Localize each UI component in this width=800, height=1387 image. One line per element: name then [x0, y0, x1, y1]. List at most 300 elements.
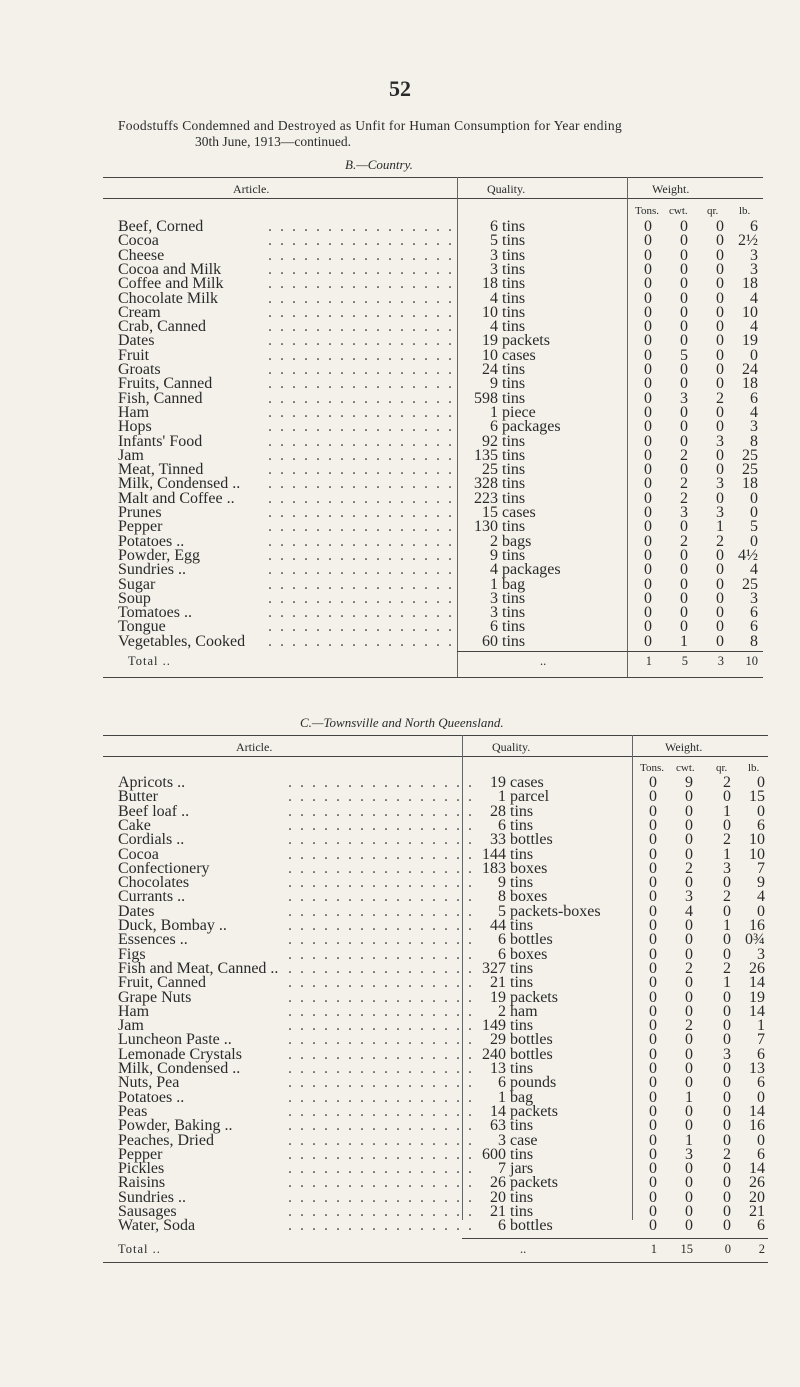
article-cell: Tongue [118, 618, 166, 636]
weight-tons: 0 [644, 589, 652, 607]
weight-qr: 2 [723, 888, 731, 906]
weight-qr: 0 [723, 816, 731, 834]
weight-cwt: 3 [680, 389, 688, 407]
weight-lb: 16 [749, 917, 765, 934]
weight-lb: 25 [742, 575, 758, 593]
weight-cwt: 0 [685, 1102, 693, 1120]
weight-cwt: 2 [680, 475, 688, 493]
section-c-total-label: Total .. [118, 1242, 161, 1256]
leader-dots: . . . . . . . . . . . . . . . . [268, 303, 454, 321]
weight-qr: 0 [723, 874, 731, 892]
leader-dots: . . . . . . . . . . . . . . . . [268, 632, 454, 650]
section-c-total-rule [462, 1238, 768, 1239]
weight-tons: 0 [644, 418, 652, 436]
weight-lb: 4 [750, 289, 758, 307]
quantity-number: 20 [490, 1188, 506, 1206]
quantity-unit: tins [502, 303, 526, 321]
article-cell: Peaches, Dried [118, 1131, 214, 1149]
quantity-unit: packages [502, 561, 561, 579]
unit-tons: Tons. [635, 205, 659, 217]
leader-dots: . . . . . . . . . . . . . . . . [268, 432, 454, 450]
quantity-number: 6 [498, 931, 506, 949]
weight-lb: 3 [750, 418, 758, 436]
weight-lb: 8 [750, 632, 758, 650]
quantity-number: 6 [498, 945, 506, 963]
weight-cwt: 0 [685, 974, 693, 992]
unit-tons: Tons. [640, 762, 664, 774]
weight-lb: 3 [750, 260, 758, 278]
quantity-number: 13 [490, 1060, 506, 1077]
unit-qr: qr. [716, 762, 728, 774]
quantity-unit: bottles [510, 1045, 553, 1063]
leader-dots: . . . . . . . . . . . . . . . . [288, 874, 474, 892]
quantity-unit: piece [502, 403, 536, 421]
quantity-unit: packets [510, 1102, 558, 1120]
quantity-number: 3 [490, 589, 498, 607]
leader-dots: . . . . . . . . . . . . . . . . [268, 289, 454, 307]
leader-dots: . . . . . . . . . . . . . . . . [288, 931, 474, 949]
quantity-number: 130 [474, 518, 498, 536]
quantity-unit: tins [502, 361, 526, 378]
total-tons: 1 [650, 1242, 657, 1256]
quantity-number: 6 [490, 618, 498, 636]
quantity-number: 19 [490, 774, 506, 791]
weight-lb: 6 [757, 1145, 765, 1163]
weight-cwt: 0 [685, 1031, 693, 1049]
weight-qr: 0 [723, 902, 731, 920]
weight-tons: 0 [649, 859, 657, 877]
leader-dots: . . . . . . . . . . . . . . . . [288, 988, 474, 1006]
leader-dots: . . . . . . . . . . . . . . . . [288, 774, 474, 791]
weight-cwt: 2 [685, 959, 693, 977]
weight-qr: 1 [723, 802, 731, 820]
weight-cwt: 0 [680, 318, 688, 336]
weight-qr: 3 [723, 1045, 731, 1063]
weight-cwt: 0 [680, 432, 688, 450]
section-b-bottom-rule [103, 677, 763, 678]
quantity-unit: cases [510, 774, 544, 791]
quantity-number: 19 [482, 332, 498, 350]
weight-tons: 0 [649, 1017, 657, 1035]
section-b-weight-header: Weight. [652, 182, 690, 196]
leader-dots: . . . . . . . . . . . . . . . . [268, 246, 454, 264]
weight-cwt: 0 [680, 332, 688, 350]
weight-lb: 0 [757, 774, 765, 791]
weight-lb: 7 [757, 859, 765, 877]
quantity-unit: tins [510, 959, 534, 977]
quantity-unit: tins [502, 375, 526, 393]
weight-tons: 0 [649, 1045, 657, 1063]
weight-lb: 0 [750, 532, 758, 550]
quantity-unit: tins [510, 917, 534, 934]
weight-qr: 0 [716, 332, 724, 350]
total-qr: 3 [717, 654, 724, 668]
weight-qr: 0 [716, 260, 724, 278]
weight-cwt: 0 [680, 275, 688, 293]
leader-dots: . . . . . . . . . . . . . . . . [288, 1145, 474, 1163]
quantity-number: 149 [482, 1017, 506, 1035]
weight-tons: 0 [644, 289, 652, 307]
quantity-number: 135 [474, 446, 498, 464]
weight-tons: 0 [649, 874, 657, 892]
weight-cwt: 3 [685, 888, 693, 906]
quantity-unit: parcel [510, 788, 550, 806]
section-c-title: C.—Townsville and North Queensland. [300, 715, 504, 730]
weight-tons: 0 [649, 1088, 657, 1106]
quantity-number: 60 [482, 632, 498, 650]
weight-qr: 0 [716, 289, 724, 307]
weight-tons: 0 [649, 959, 657, 977]
weight-cwt: 0 [685, 816, 693, 834]
quantity-number: 6 [490, 218, 498, 235]
weight-tons: 0 [649, 816, 657, 834]
weight-cwt: 0 [685, 831, 693, 849]
weight-tons: 0 [644, 260, 652, 278]
weight-qr: 0 [723, 1031, 731, 1049]
leader-dots: . . . . . . . . . . . . . . . . [268, 318, 454, 336]
quantity-number: 26 [490, 1174, 506, 1192]
quantity-unit: tins [502, 432, 526, 450]
section-c-weight-header: Weight. [665, 740, 703, 754]
leader-dots: . . . . . . . . . . . . . . . . [288, 845, 474, 863]
section-c-article-header: Article. [236, 740, 273, 754]
leader-dots: . . . . . . . . . . . . . . . . [268, 461, 454, 479]
weight-lb: 2½ [738, 232, 758, 250]
leader-dots: . . . . . . . . . . . . . . . . [288, 1045, 474, 1063]
quantity-number: 144 [482, 845, 506, 863]
quantity-number: 327 [482, 959, 506, 977]
weight-tons: 0 [644, 303, 652, 321]
quantity-number: 3 [490, 604, 498, 622]
weight-qr: 0 [716, 246, 724, 264]
weight-cwt: 0 [680, 418, 688, 436]
article-cell: Crab, Canned [118, 318, 206, 336]
leader-dots: . . . . . . . . . . . . . . . . [288, 859, 474, 877]
leader-dots: . . . . . . . . . . . . . . . . [268, 446, 454, 464]
article-cell: Pickles [118, 1160, 165, 1178]
weight-tons: 0 [649, 831, 657, 849]
article-cell: Pepper [118, 518, 163, 536]
leader-dots: . . . . . . . . . . . . . . . . [268, 361, 454, 378]
weight-tons: 0 [649, 888, 657, 906]
quantity-number: 9 [490, 375, 498, 393]
quantity-unit: tins [502, 275, 526, 293]
quantity-unit: tins [502, 632, 526, 650]
weight-cwt: 0 [680, 289, 688, 307]
quantity-number: 1 [490, 403, 498, 421]
section-b-total-quality: .. [540, 654, 547, 668]
quantity-unit: tins [510, 1203, 534, 1220]
weight-tons: 0 [649, 788, 657, 806]
quantity-number: 6 [498, 1217, 506, 1235]
total-cwt: 5 [681, 654, 688, 668]
weight-qr: 0 [723, 1017, 731, 1035]
leader-dots: . . . . . . . . . . . . . . . . [288, 1031, 474, 1049]
quantity-unit: bottles [510, 1031, 553, 1049]
weight-lb: 0 [750, 489, 758, 507]
article-cell: Fruit, Canned [118, 974, 206, 992]
weight-cwt: 0 [680, 618, 688, 636]
weight-tons: 0 [644, 489, 652, 507]
leader-dots: . . . . . . . . . . . . . . . . [288, 1174, 474, 1192]
leader-dots: . . . . . . . . . . . . . . . . [268, 589, 454, 607]
quantity-number: 1 [498, 1088, 506, 1106]
weight-cwt: 9 [685, 774, 693, 791]
section-b-quality-header: Quality. [487, 182, 526, 196]
weight-tons: 0 [644, 346, 652, 364]
weight-tons: 0 [644, 532, 652, 550]
weight-lb: 0 [750, 346, 758, 364]
weight-lb: 6 [750, 618, 758, 636]
weight-cwt: 4 [685, 902, 693, 920]
article-cell: Beef, Corned [118, 218, 204, 235]
weight-tons: 0 [644, 318, 652, 336]
quantity-unit: tins [502, 389, 526, 407]
quantity-number: 223 [474, 489, 498, 507]
article-cell: Ham [118, 403, 150, 421]
weight-qr: 0 [716, 218, 724, 235]
leader-dots: . . . . . . . . . . . . . . . . [268, 218, 454, 235]
article-cell: Dates [118, 332, 155, 350]
quantity-number: 4 [490, 318, 498, 336]
weight-lb: 0 [757, 802, 765, 820]
weight-lb: 4½ [738, 546, 758, 564]
leader-dots: . . . . . . . . . . . . . . . . [268, 389, 454, 407]
weight-cwt: 0 [680, 361, 688, 378]
leader-dots: . . . . . . . . . . . . . . . . [288, 816, 474, 834]
weight-qr: 0 [723, 1174, 731, 1192]
section-b-header-rule [103, 198, 763, 199]
quantity-unit: tins [510, 802, 534, 820]
total-cwt: 15 [680, 1242, 693, 1256]
weight-tons: 0 [649, 917, 657, 934]
article-cell: Potatoes .. [118, 1088, 185, 1106]
weight-qr: 0 [716, 446, 724, 464]
weight-lb: 0 [757, 1088, 765, 1106]
quantity-number: 183 [482, 859, 506, 877]
quantity-unit: tins [510, 1188, 534, 1206]
article-cell: Butter [118, 788, 158, 806]
weight-lb: 4 [750, 403, 758, 421]
weight-lb: 14 [749, 1002, 765, 1020]
weight-tons: 0 [649, 988, 657, 1006]
weight-lb: 13 [749, 1060, 765, 1077]
unit-cwt: cwt. [669, 205, 688, 217]
quantity-unit: tins [502, 218, 526, 235]
leader-dots: . . . . . . . . . . . . . . . . [268, 260, 454, 278]
weight-tons: 0 [649, 1131, 657, 1149]
article-cell: Peas [118, 1102, 148, 1120]
article-cell: Ham [118, 1002, 150, 1020]
quantity-unit: tins [502, 461, 526, 479]
weight-qr: 2 [723, 959, 731, 977]
weight-tons: 0 [644, 632, 652, 650]
quantity-unit: cases [502, 346, 536, 364]
article-cell: Malt and Coffee .. [118, 489, 235, 507]
weight-lb: 5 [750, 518, 758, 536]
weight-lb: 19 [749, 988, 765, 1006]
article-cell: Chocolate Milk [118, 289, 218, 307]
weight-lb: 18 [742, 275, 758, 293]
leader-dots: . . . . . . . . . . . . . . . . [288, 1088, 474, 1106]
quantity-number: 3 [490, 246, 498, 264]
quantity-number: 600 [482, 1145, 506, 1163]
weight-qr: 0 [716, 318, 724, 336]
section-c-total-quality: .. [520, 1242, 527, 1256]
weight-tons: 0 [649, 802, 657, 820]
article-cell: Jam [118, 1017, 144, 1035]
weight-qr: 0 [716, 361, 724, 378]
weight-cwt: 0 [685, 1060, 693, 1077]
leader-dots: . . . . . . . . . . . . . . . . [288, 1017, 474, 1035]
weight-qr: 0 [716, 403, 724, 421]
weight-tons: 0 [644, 461, 652, 479]
quantity-unit: bag [510, 1088, 534, 1106]
weight-tons: 0 [649, 1203, 657, 1220]
quantity-number: 25 [482, 461, 498, 479]
weight-qr: 0 [716, 561, 724, 579]
weight-tons: 0 [649, 1188, 657, 1206]
quantity-unit: tins [502, 446, 526, 464]
weight-cwt: 2 [680, 532, 688, 550]
quantity-number: 63 [490, 1117, 506, 1135]
weight-lb: 14 [749, 1160, 765, 1178]
weight-tons: 0 [649, 902, 657, 920]
quantity-number: 6 [498, 816, 506, 834]
quantity-number: 240 [482, 1045, 506, 1063]
quantity-number: 8 [498, 888, 506, 906]
weight-qr: 3 [716, 504, 724, 521]
weight-tons: 0 [649, 1145, 657, 1163]
article-cell: Cordials .. [118, 831, 185, 849]
article-cell: Milk, Condensed .. [118, 475, 241, 493]
quantity-number: 33 [490, 831, 506, 849]
quantity-unit: tins [502, 546, 526, 564]
weight-qr: 3 [716, 432, 724, 450]
weight-tons: 0 [644, 403, 652, 421]
quantity-unit: bottles [510, 831, 553, 849]
quantity-unit: packets [510, 1174, 558, 1192]
weight-qr: 0 [716, 418, 724, 436]
weight-qr: 0 [723, 1160, 731, 1178]
quantity-number: 24 [482, 361, 498, 378]
weight-qr: 0 [723, 988, 731, 1006]
quantity-unit: boxes [510, 859, 548, 877]
leader-dots: . . . . . . . . . . . . . . . . [288, 1060, 474, 1077]
leader-dots: . . . . . . . . . . . . . . . . [288, 1131, 474, 1149]
quantity-unit: tins [502, 489, 526, 507]
weight-qr: 0 [716, 489, 724, 507]
quantity-number: 28 [490, 802, 506, 820]
unit-qr: qr. [707, 205, 719, 217]
weight-qr: 3 [723, 859, 731, 877]
section-c-quality-header: Quality. [492, 740, 531, 754]
quantity-unit: tins [510, 845, 534, 863]
total-qr: 0 [724, 1242, 731, 1256]
weight-qr: 0 [723, 945, 731, 963]
weight-cwt: 0 [680, 375, 688, 393]
quantity-unit: tins [502, 246, 526, 264]
quantity-unit: packets-boxes [510, 902, 601, 920]
quantity-number: 21 [490, 974, 506, 992]
leader-dots: . . . . . . . . . . . . . . . . [288, 1217, 474, 1235]
article-cell: Apricots .. [118, 774, 186, 791]
weight-qr: 0 [723, 1203, 731, 1220]
weight-cwt: 0 [680, 575, 688, 593]
quantity-unit: tins [502, 232, 526, 250]
article-cell: Hops [118, 418, 152, 436]
weight-cwt: 0 [680, 461, 688, 479]
weight-qr: 0 [723, 1117, 731, 1135]
weight-cwt: 0 [685, 802, 693, 820]
article-cell: Meat, Tinned [118, 461, 204, 479]
article-cell: Cream [118, 303, 161, 321]
weight-lb: 0 [757, 902, 765, 920]
quantity-number: 5 [490, 232, 498, 250]
weight-cwt: 0 [680, 546, 688, 564]
quantity-number: 21 [490, 1203, 506, 1220]
page-number: 52 [389, 76, 411, 101]
weight-cwt: 0 [680, 246, 688, 264]
weight-qr: 2 [716, 389, 724, 407]
weight-qr: 0 [723, 1088, 731, 1106]
article-cell: Vegetables, Cooked [118, 632, 246, 650]
weight-qr: 0 [723, 1131, 731, 1149]
section-c-header-rule [103, 756, 768, 757]
leader-dots: . . . . . . . . . . . . . . . . [268, 518, 454, 536]
weight-tons: 0 [649, 974, 657, 992]
weight-cwt: 0 [685, 1174, 693, 1192]
weight-lb: 6 [757, 1217, 765, 1235]
weight-qr: 0 [716, 546, 724, 564]
weight-tons: 0 [649, 945, 657, 963]
weight-tons: 0 [644, 332, 652, 350]
leader-dots: . . . . . . . . . . . . . . . . [288, 1160, 474, 1178]
leader-dots: . . . . . . . . . . . . . . . . [268, 575, 454, 593]
section-b-article-header: Article. [233, 182, 270, 196]
leader-dots: . . . . . . . . . . . . . . . . [268, 504, 454, 521]
weight-qr: 0 [723, 1074, 731, 1092]
quantity-number: 2 [490, 532, 498, 550]
article-cell: Beef loaf .. [118, 802, 190, 820]
leader-dots: . . . . . . . . . . . . . . . . [288, 831, 474, 849]
weight-lb: 0 [757, 1131, 765, 1149]
weight-tons: 0 [649, 1160, 657, 1178]
quantity-unit: tins [502, 604, 526, 622]
weight-cwt: 1 [680, 632, 688, 650]
weight-lb: 10 [749, 831, 765, 849]
leader-dots: . . . . . . . . . . . . . . . . [288, 917, 474, 934]
section-b-divider-1 [457, 177, 458, 677]
weight-tons: 0 [649, 1060, 657, 1077]
article-cell: Fruit [118, 346, 150, 364]
weight-qr: 0 [723, 1060, 731, 1077]
leader-dots: . . . . . . . . . . . . . . . . [288, 959, 474, 977]
weight-qr: 0 [716, 275, 724, 293]
quantity-number: 29 [490, 1031, 506, 1049]
weight-qr: 0 [723, 1102, 731, 1120]
article-cell: Fruits, Canned [118, 375, 213, 393]
section-b-title: B.—Country. [345, 157, 413, 172]
quantity-number: 4 [490, 289, 498, 307]
leader-dots: . . . . . . . . . . . . . . . . [268, 475, 454, 493]
leader-dots: . . . . . . . . . . . . . . . . [288, 1203, 474, 1220]
article-cell: Cheese [118, 246, 165, 264]
weight-qr: 0 [716, 346, 724, 364]
leader-dots: . . . . . . . . . . . . . . . . [268, 332, 454, 350]
quantity-unit: packages [502, 418, 561, 436]
section-b-total-label: Total .. [128, 654, 171, 668]
